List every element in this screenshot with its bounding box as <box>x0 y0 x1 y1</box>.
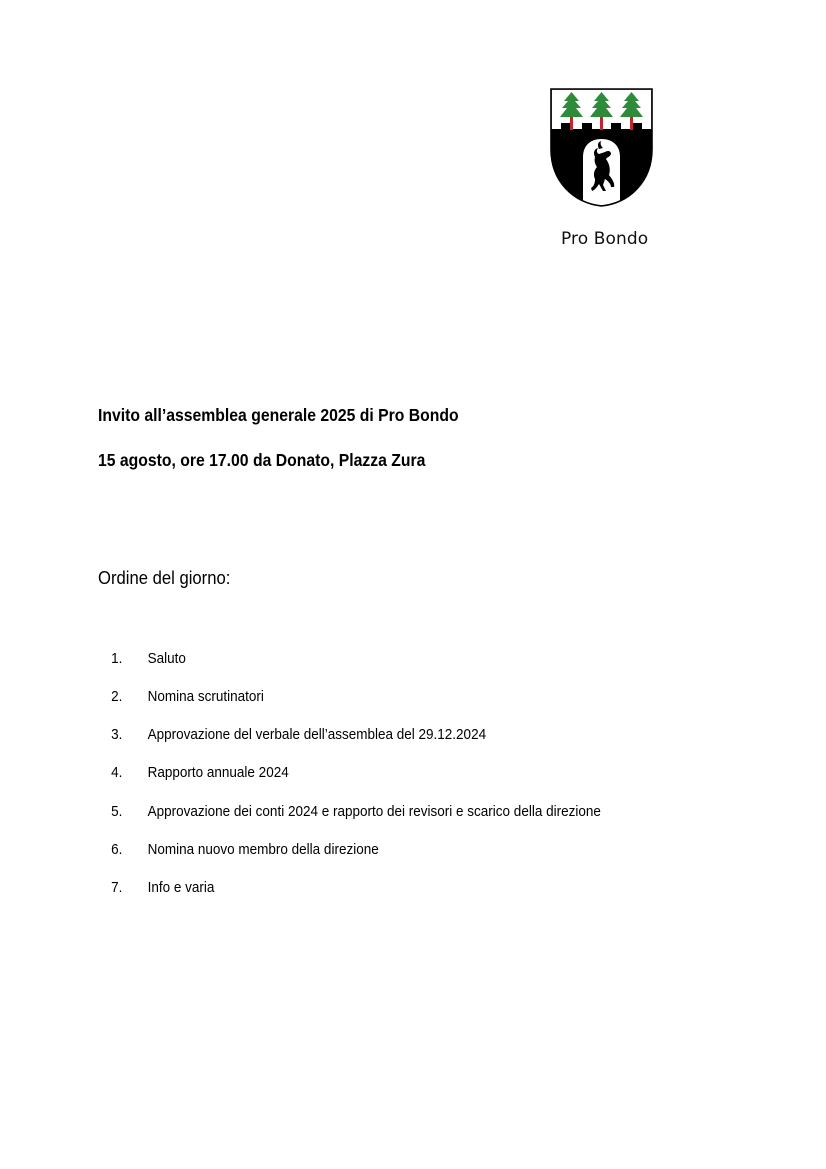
agenda-item-number: 2. <box>111 688 123 705</box>
agenda-item-number: 1. <box>111 650 123 667</box>
invitation-date-location: 15 agosto, ore 17.00 da Donato, Plazza Zura <box>98 450 426 470</box>
agenda-item-text: Approvazione del verbale dell’assemblea del 29.12.2024 <box>147 726 487 743</box>
agenda-item-text: Info e varia <box>147 879 215 896</box>
agenda-item-text: Nomina scrutinatori <box>147 688 264 705</box>
agenda-item-text: Rapporto annuale 2024 <box>147 764 289 781</box>
coat-of-arms-icon <box>549 87 654 208</box>
agenda-item-text: Approvazione dei conti 2024 e rapporto dei revisori e scarico della direzione <box>147 803 601 820</box>
invitation-title: Invito all’assemblea generale 2025 di Pro Bondo <box>98 405 459 425</box>
agenda-item-text: Nomina nuovo membro della direzione <box>147 841 379 858</box>
agenda-item-number: 6. <box>111 841 123 858</box>
agenda-item-number: 3. <box>111 726 123 743</box>
organization-name: Pro Bondo <box>561 229 649 249</box>
agenda-item-number: 4. <box>111 764 123 781</box>
agenda-heading: Ordine del giorno: <box>98 567 231 588</box>
agenda-item-number: 7. <box>111 879 123 896</box>
agenda-item-text: Saluto <box>147 650 186 667</box>
agenda-item-number: 5. <box>111 803 123 820</box>
